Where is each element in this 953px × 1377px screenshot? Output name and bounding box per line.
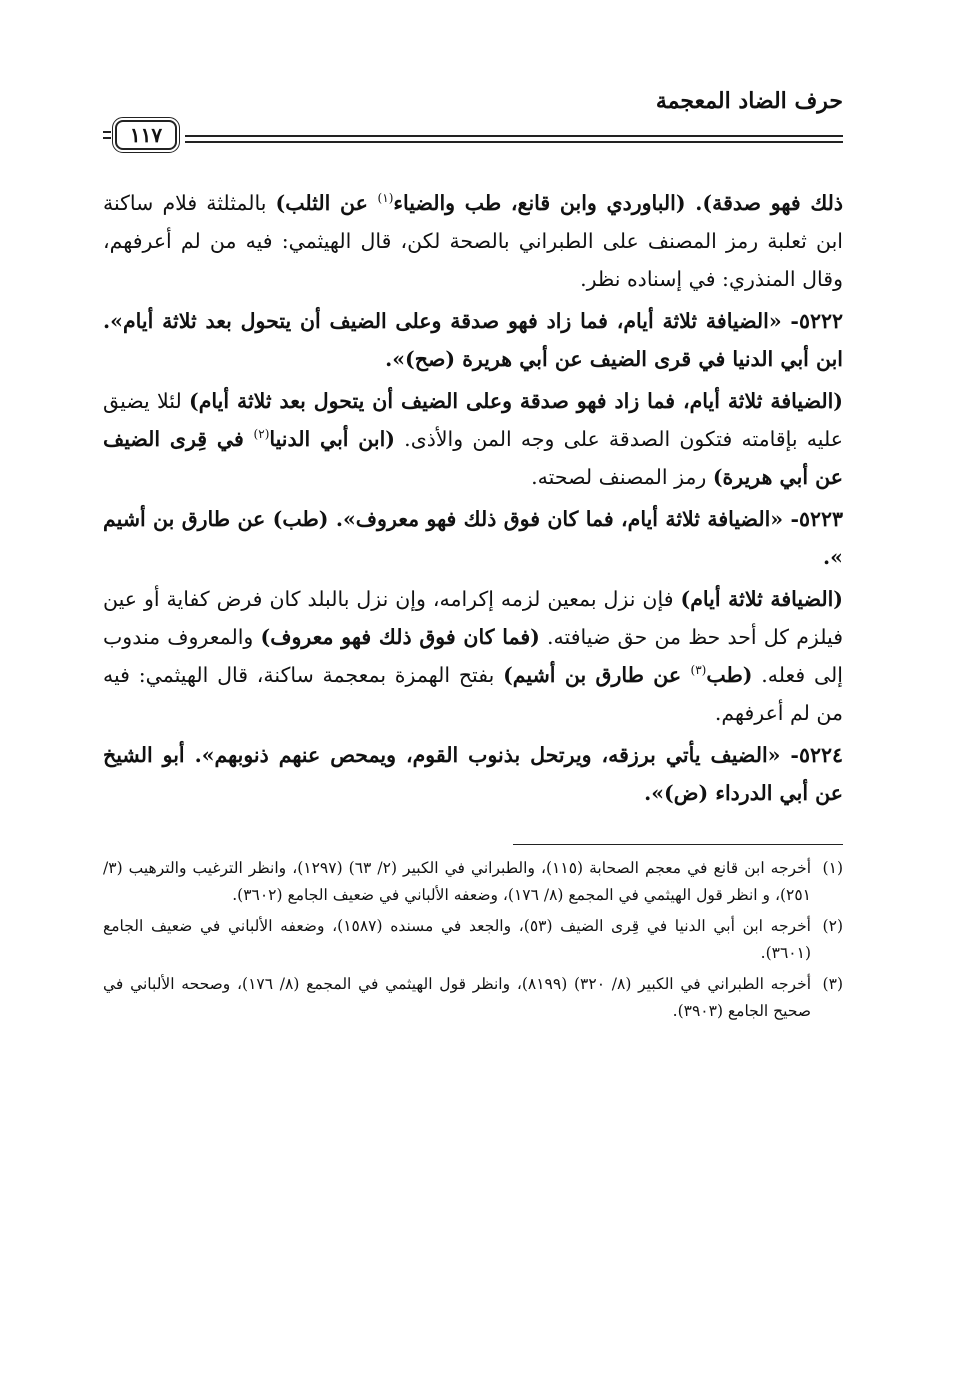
page-number: ١١٧ <box>115 120 177 150</box>
citation-text: (ابن أبي الدنيا <box>269 427 395 451</box>
commentary-text: والمعروف مندوب إلى فعله. <box>103 625 843 687</box>
quoted-hadith: (الضيافة ثلاثة أيام، فما زاد فهو صدقة وعلى الضيف أن يتحول بعد ثلاثة أيام) <box>189 389 843 413</box>
hadith-5222: ٥٢٢٢- «الضيافة ثلاثة أيام، فما زاد فهو صدقة وعلى الضيف أن يتحول بعد ثلاثة أيام». ابن أبي الدنيا في قرى الضيف عن أبي هريرة (صح)». <box>103 309 843 371</box>
citation-text: ذلك فهو صدقة). (الباوردي وابن قانع، طب والضياء <box>393 191 843 215</box>
quoted-hadith: (الضيافة ثلاثة أيام) <box>680 587 843 611</box>
footnote-1 <box>103 855 843 909</box>
footnotes <box>103 855 843 1025</box>
commentary-text: لئلا يضيق عليه بإقامته فتكون الصدقة على وجه المن والأذى. <box>103 389 843 451</box>
footnote-text: أخرجه ابن أبي الدنيا في قِرى الضيف (٥٣)، والجعد في مسنده (١٥٨٧)، وضعفه الألباني في ضعيف الجامع (٣٦٠١). <box>103 917 811 962</box>
citation-text: (طب <box>706 663 753 687</box>
citation-text: في قِرى الضيف عن أبي هريرة) <box>103 427 843 489</box>
commentary-text: رمز المصنف لصحته. <box>531 465 713 489</box>
commentary-text: فإن نزل بمعين لزمه إكرامه، وإن نزل بالبلد كان فرض كفاية أو عين فيلزم كل أحد حظ من حق ضيافته. <box>103 587 843 649</box>
commentary-text: بفتح الهمزة بمعجمة ساكنة، قال الهيثمي: فيه من لم أعرفهم. <box>103 663 843 725</box>
footnote-ref-1: (١) <box>377 191 394 206</box>
footnote-ref-2: (٢) <box>253 427 270 442</box>
hadith-5224: ٥٢٢٤- «الضيف يأتي برزقه، ويرتحل بذنوب القوم، ويمحص عنهم ذنوبهم». أبو الشيخ عن أبي الدرداء (ض)». <box>103 743 843 805</box>
footnote-number: (٢) <box>822 917 843 935</box>
commentary-text: بالمثلثة فلام ساكنة ابن ثعلبة رمز المصنف على الطبراني بالصحة لكن، قال الهيثمي: فيه من لم أعرفهم، وقال المنذري: في إسناده نظر. <box>103 191 843 291</box>
footnote-text: أخرجه الطبراني في الكبير (٨/ ٣٢٠) (٨١٩٩)، وانظر قول الهيثمي في المجمع (٨/ ١٧٦)، وصححه الألباني في صحيح الجامع (٣٩٠٣). <box>103 975 811 1020</box>
double-rule-line <box>185 135 843 143</box>
footnote-ref-3: (٣) <box>690 663 707 678</box>
folio-tick-marks <box>103 131 111 133</box>
citation-text: عن طارق بن أشيم) <box>503 663 691 687</box>
footnote-3 <box>103 971 843 1025</box>
commentary-paragraph-3 <box>103 580 843 732</box>
commentary-paragraph-2 <box>103 382 843 496</box>
footnote-text: أخرجه ابن قانع في معجم الصحابة (١١٥)، والطبراني في الكبير (٢/ ٦٣) (١٢٩٧)، وانظر الترغيب والترهيب (٣/ ٢٥١)، و انظر قول الهيثمي في المجمع (٨/ ١٧٦)، وضعفه الألباني في ضعيف الجامع (٣٦٠٢). <box>103 859 811 904</box>
main-text <box>103 184 843 812</box>
header-rule <box>103 123 843 148</box>
running-header <box>103 80 843 150</box>
hadith-5223: ٥٢٢٣- «الضيافة ثلاثة أيام، فما كان فوق ذلك فهو معروف». (طب) عن طارق بن أشيم ». <box>103 507 843 569</box>
chapter-title: حرف الضاد المعجمة <box>655 88 843 114</box>
footnote-2 <box>103 913 843 967</box>
book-page <box>103 80 843 1029</box>
footnote-number: (١) <box>822 859 843 877</box>
commentary-paragraph-1 <box>103 184 843 298</box>
citation-text: عن الثلب) <box>275 191 378 215</box>
footnote-number: (٣) <box>822 975 843 993</box>
quoted-hadith: (فما كان فوق ذلك فهو معروف) <box>260 625 540 649</box>
footnote-separator <box>513 844 843 845</box>
